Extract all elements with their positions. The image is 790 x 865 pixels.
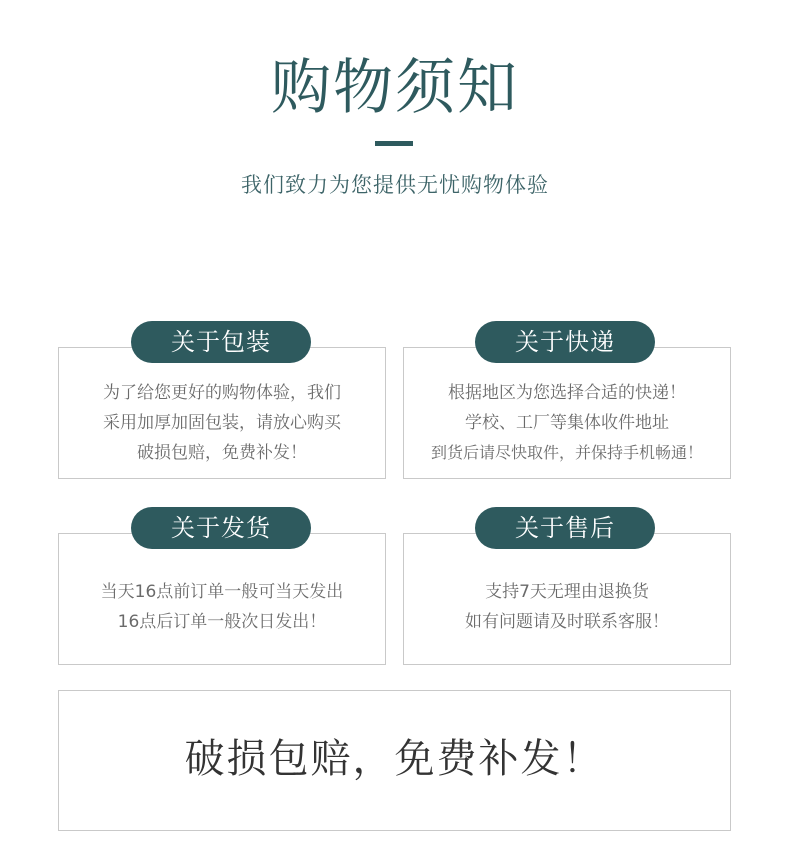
packaging-line-1: 为了给您更好的购物体验，我们: [103, 383, 341, 403]
shipping-line-1: 当天16点前订单一般可当天发出: [100, 582, 344, 602]
title-divider: [375, 141, 413, 146]
packaging-card: [58, 347, 386, 479]
shipping-card: [58, 533, 386, 665]
guarantee-text: 破损包赔，免费补发！: [184, 736, 605, 782]
express-card: [403, 347, 731, 479]
aftersales-line-2: 如有问题请及时联系客服！: [465, 612, 669, 632]
packaging-line-3: 破损包赔，免费补发！: [137, 443, 307, 463]
packaging-line-2: 采用加厚加固包装，请放心购买: [103, 413, 341, 433]
page-title: 购物须知: [271, 53, 519, 123]
shipping-label: 关于发货: [131, 507, 311, 549]
express-line-1: 根据地区为您选择合适的快递！: [448, 383, 686, 403]
aftersales-card: [403, 533, 731, 665]
page-subtitle: 我们致力为您提供无忧购物体验: [241, 173, 549, 197]
express-line-3: 到货后请尽快取件，并保持手机畅通！: [430, 443, 703, 462]
aftersales-label: 关于售后: [475, 507, 655, 549]
packaging-label: 关于包装: [131, 321, 311, 363]
guarantee-banner: [58, 690, 731, 831]
express-label: 关于快递: [475, 321, 655, 363]
shipping-line-2: 16点后订单一般次日发出！: [117, 612, 327, 632]
express-line-2: 学校、工厂等集体收件地址: [465, 413, 669, 433]
aftersales-line-1: 支持7天无理由退换货: [485, 582, 649, 602]
